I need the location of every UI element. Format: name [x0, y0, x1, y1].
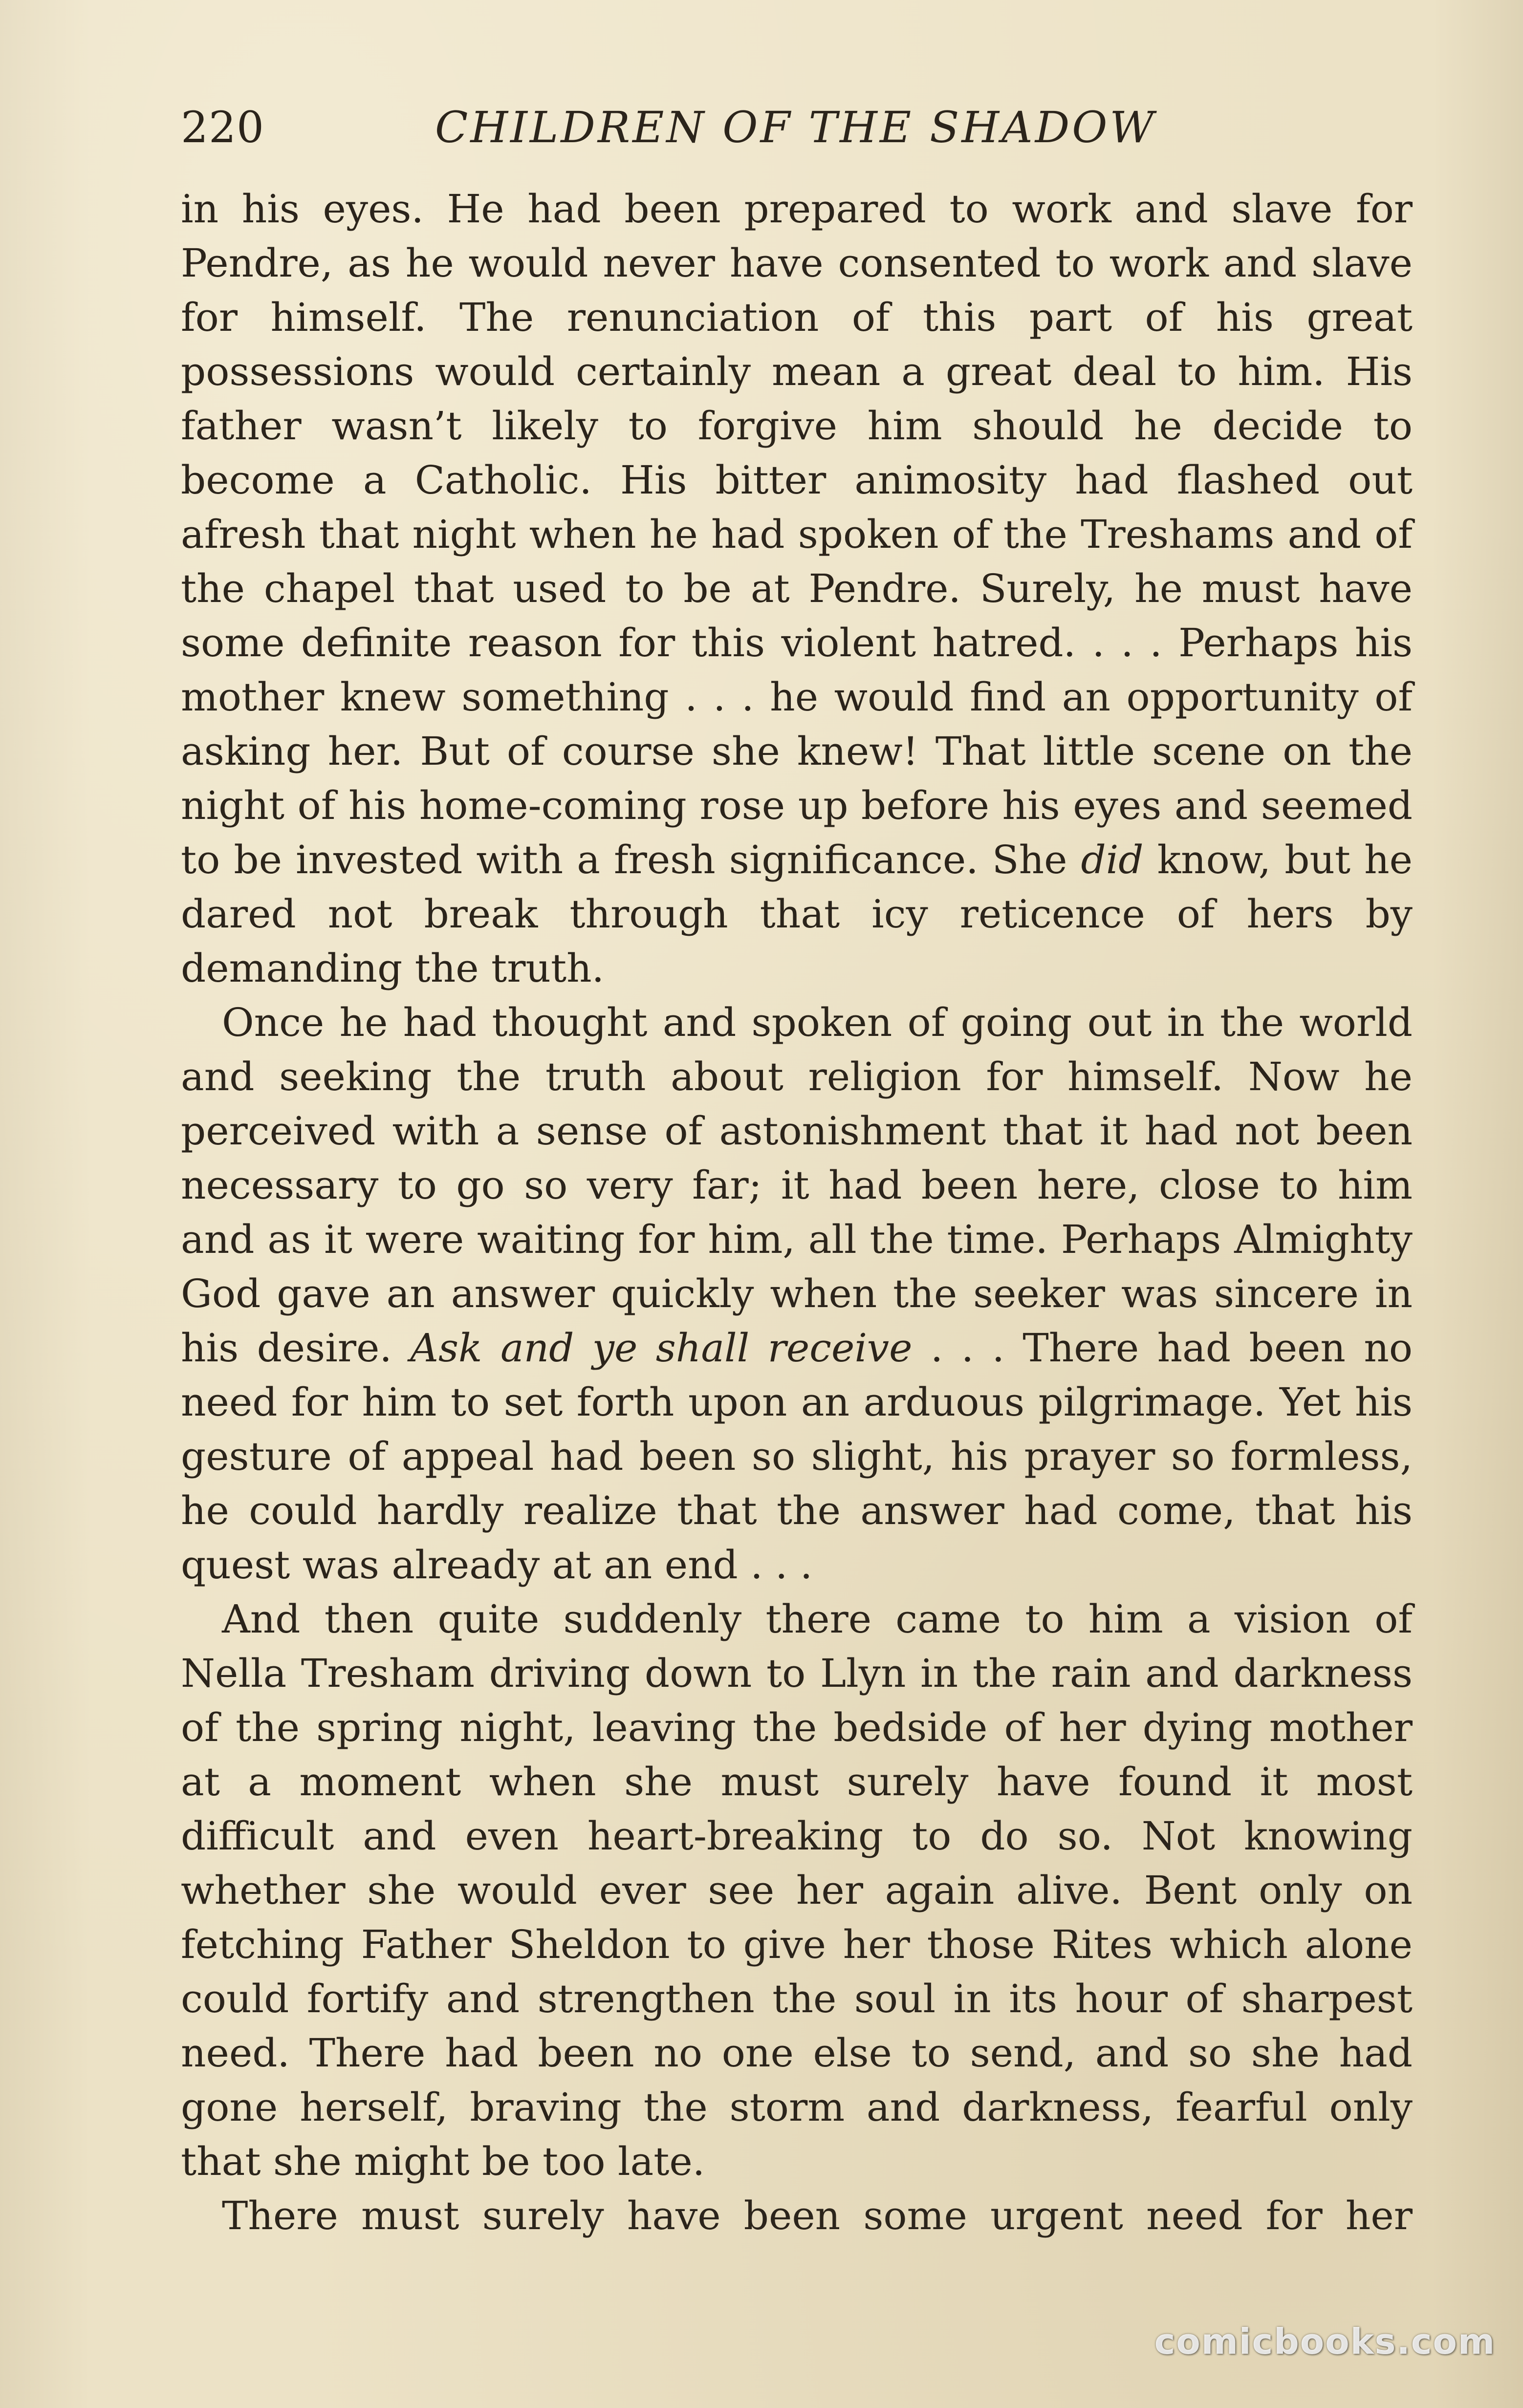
page-header: [181, 96, 1413, 159]
paragraph-4: [181, 2189, 1413, 2243]
running-head: CHILDREN OF THE SHADOW: [435, 102, 1156, 152]
paragraph-3: [181, 1592, 1413, 2189]
paragraph-2-text-after: . . . There had been no need for him to set forth upon an arduous pilgrimage. Yet his gesture of appeal had been so slight, his prayer so formless, he could hardly realize that the answer had come, that his quest was already at an end . . .: [181, 1325, 1413, 1588]
paragraph-2: [181, 995, 1413, 1592]
paragraph-1-text: in his eyes. He had been prepared to work and slave for Pendre, as he would never have consented to work and slave for himself. The renunciation of this part of his great possessions would certainly mean a great deal to him. His father wasn’t likely to forgive him should he decide to become a Catholic. His bitter animosity had flashed out afresh that night when he had spoken of the Treshams and of the chapel that used to be at Pendre. Surely, he must have some definite reason for this violent hatred. . . . Perhaps his mother knew something . . . he would find an opportunity of asking her. But of course she knew! That little scene on the night of his home-coming rose up before his eyes and seemed to be invested with a fresh significance. She: [181, 186, 1413, 882]
paragraph-3-text: And then quite suddenly there came to him a vision of Nella Tresham driving down to Llyn in the rain and darkness of the spring night, leaving the bedside of her dying mother at a moment when she must surely have found it most difficult and even heart-breaking to do so. Not knowing whether she would ever see her again alive. Bent only on fetching Father Sheldon to give her those Rites which alone could fortify and strengthen the soul in its hour of sharpest need. There had been no one else to send, and so she had gone herself, braving the storm and darkness, fearful only that she might be too late.: [181, 1596, 1413, 2184]
paragraph-4-text: There must surely have been some urgent need for her: [222, 2193, 1413, 2238]
body-text: [181, 182, 1413, 2243]
watermark-text: comicbooks.com: [1154, 2321, 1496, 2362]
paragraph-1-text-after: know, but he dared not break through that icy reticence of hers by demanding the truth.: [181, 837, 1413, 991]
paragraph-2-italic: Ask and ye shall receive: [410, 1325, 913, 1371]
paragraph-1: [181, 182, 1413, 995]
page-number: 220: [181, 102, 264, 152]
paragraph-2-text: Once he had thought and spoken of going out in the world and seeking the truth about religion for himself. Now he perceived with a sense of astonishment that it had not been necessary to go so very far; it had been here, close to him and as it were waiting for him, all the time. Perhaps Almighty God gave an answer quickly when the seeker was sincere in his desire.: [181, 1000, 1413, 1371]
paragraph-1-italic: did: [1081, 837, 1144, 882]
